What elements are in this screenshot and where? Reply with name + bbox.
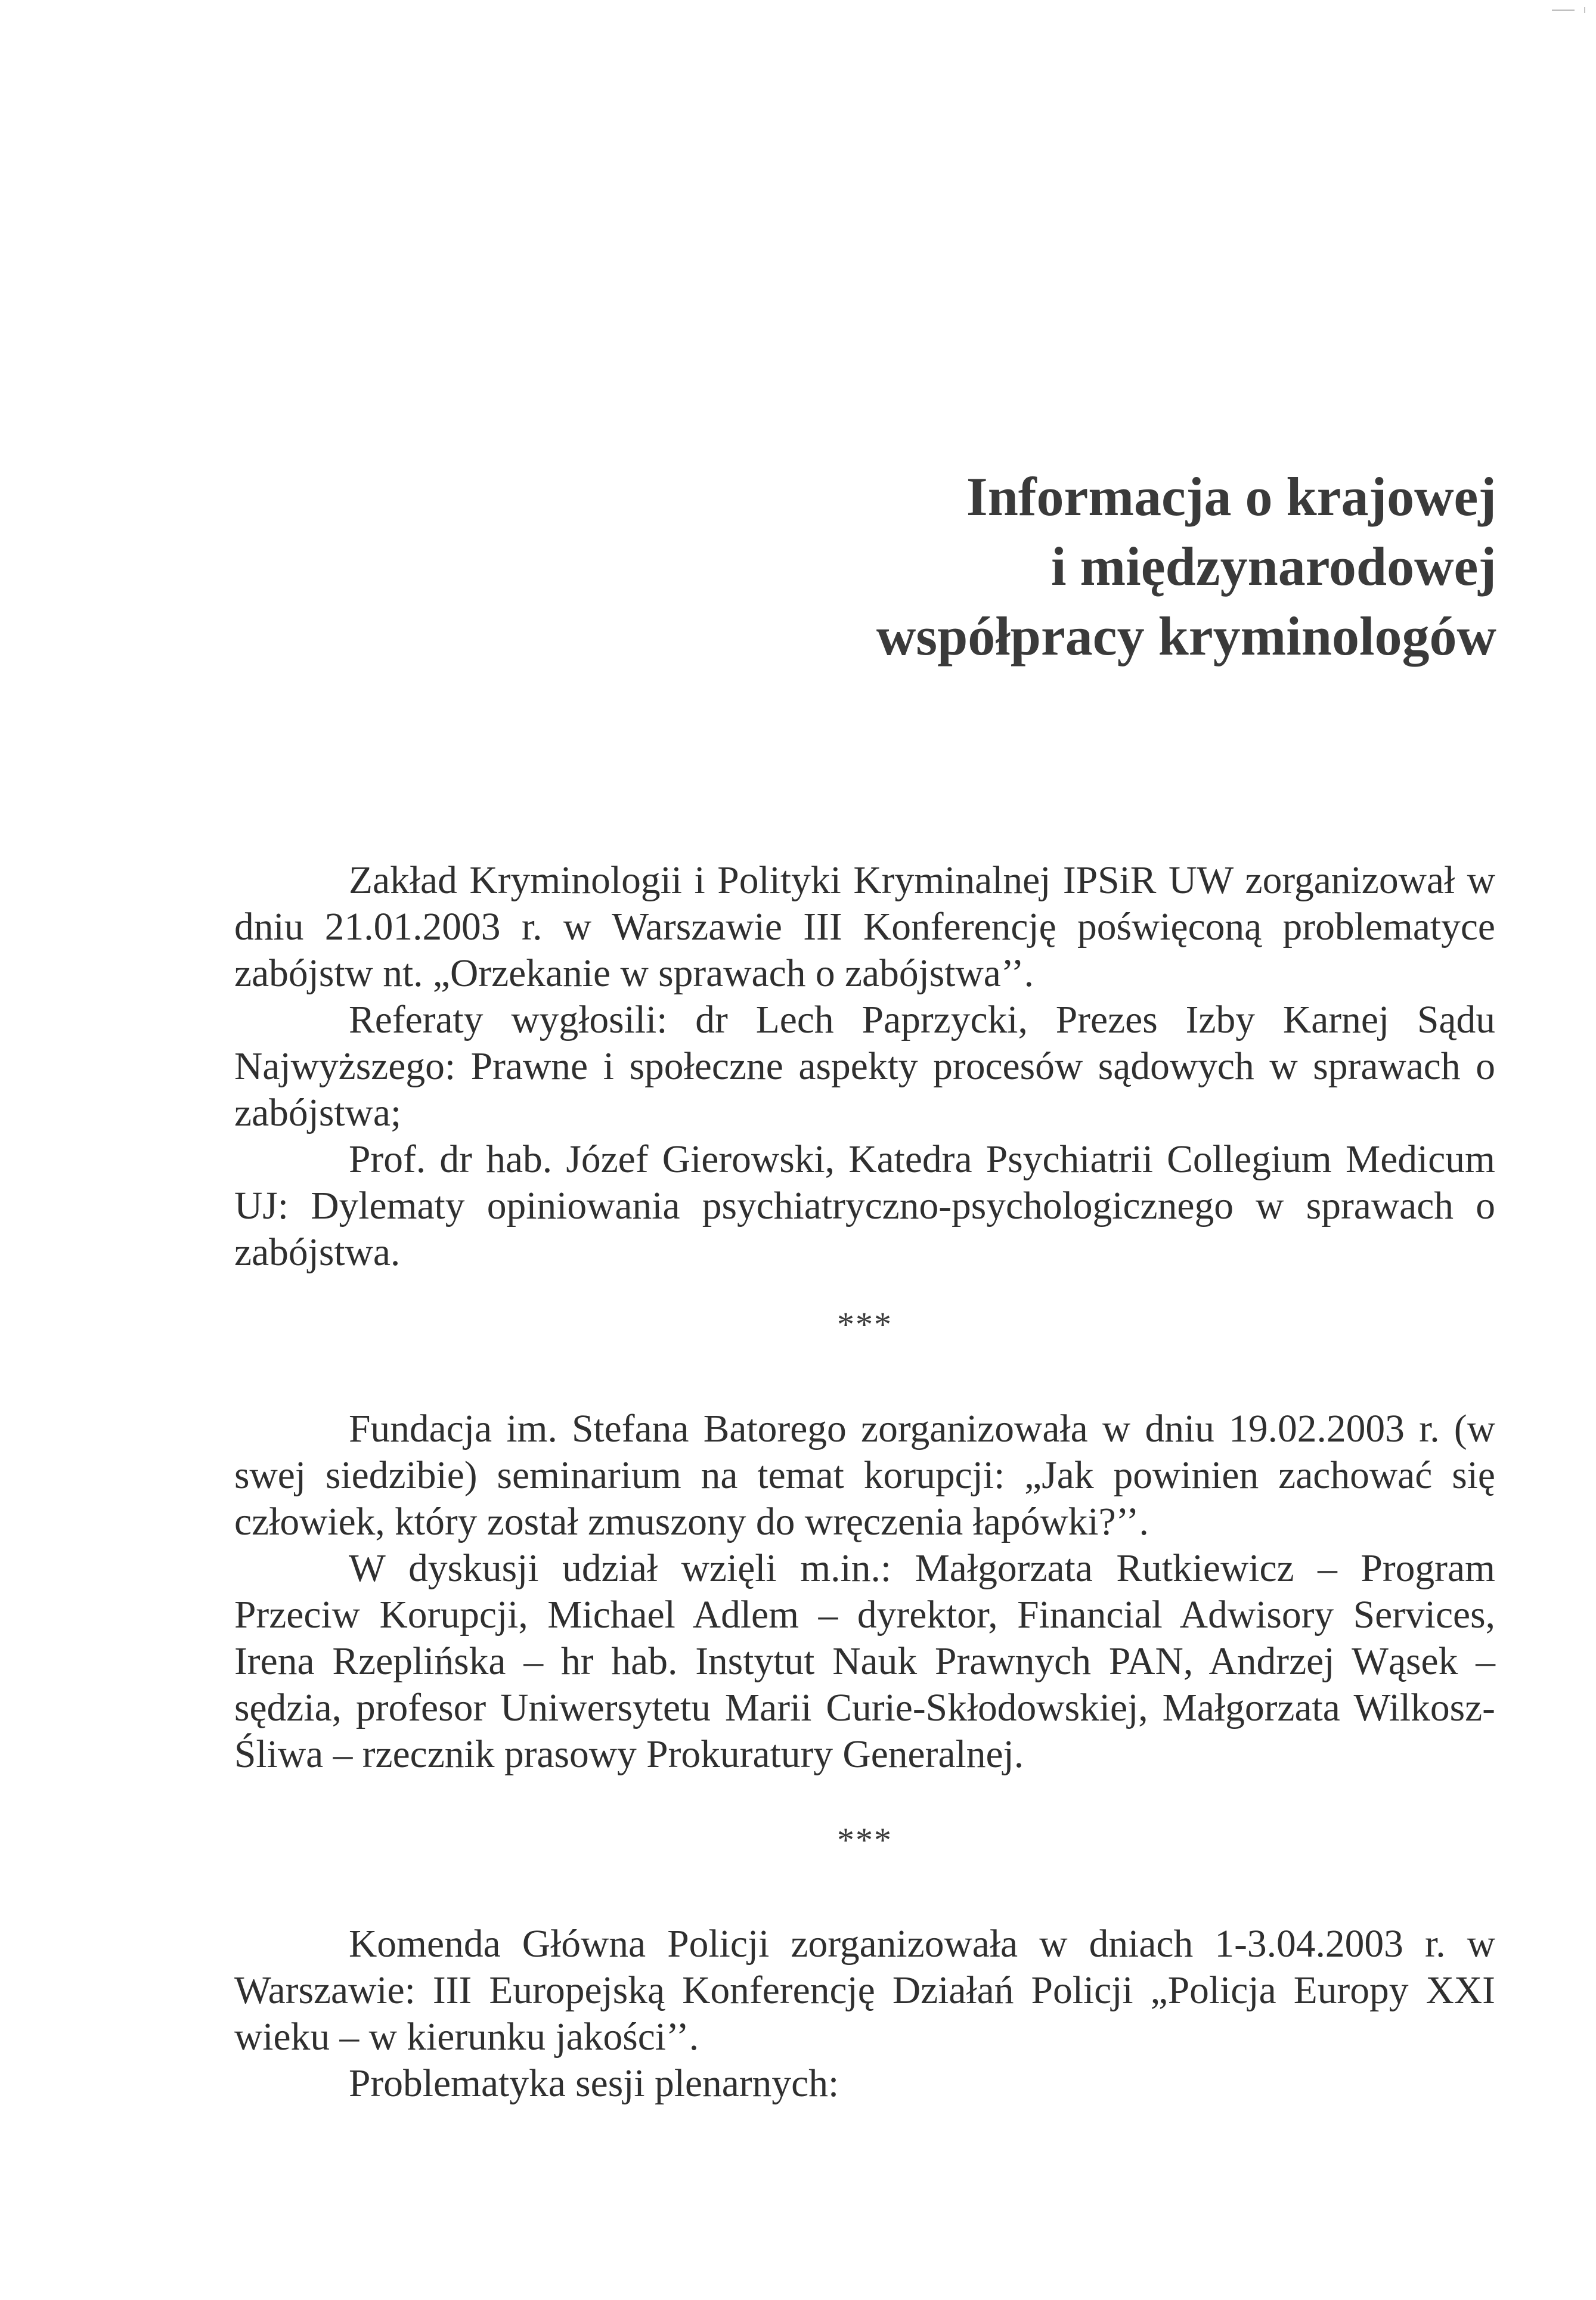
- paragraph: W dyskusji udział wzięli m.in.: Małgorzata Rutkiewicz – Program Przeciw Korupcji, Michael Adlem – dyrektor, Financial Adwisory Services, Irena Rzeplińska – hr hab. Instytut Nauk Prawnych PAN, Andrzej Wąsek – sędzia, profesor Uniwersytetu Marii Curie-Skłodowskiej, Małgorzata Wilkosz-Śliwa – rzecznik prasowy Prokuratury Generalnej.: [234, 1547, 1495, 1776]
- title-line-1: Informacja o krajowej: [966, 466, 1496, 527]
- paragraph: Zakład Kryminologii i Polityki Kryminalnej IPSiR UW zorganizował w dniu 21.01.2003 r. w Warszawie III Konferencję poświęconą problematyce zabójstw nt. „Orzekanie w sprawach o zabójstwa’’.: [234, 859, 1495, 995]
- title-line-2: i międzynarodowej: [1050, 536, 1496, 597]
- section-separator: ***: [837, 1821, 892, 1859]
- section-police-conference: [234, 1921, 1495, 2107]
- scan-mark-dash: [1552, 10, 1575, 11]
- section-ipsir-conference: [234, 857, 1495, 1276]
- paragraph: Fundacja im. Stefana Batorego zorganizowała w dniu 19.02.2003 r. (w swej siedzibie) seminarium na temat korupcji: „Jak powinien zachować się człowiek, który został zmuszony do wręczenia łapówki?’’.: [234, 1408, 1495, 1543]
- paragraph: Problematyka sesji plenarnych:: [349, 2062, 839, 2105]
- title-line-3: współpracy kryminologów: [876, 606, 1496, 667]
- paragraph: Komenda Główna Policji zorganizowała w dniach 1-3.04.2003 r. w Warszawie: III Europejską Konferencję Działań Policji „Policja Europy XXI wieku – w kierunku jakości’’.: [234, 1923, 1495, 2059]
- section-batory-seminar: [234, 1406, 1495, 1778]
- scan-corner-mark: [1552, 7, 1588, 13]
- page-title: [704, 462, 1496, 671]
- paragraph: Prof. dr hab. Józef Gierowski, Katedra Psychiatrii Collegium Medicum UJ: Dylematy opiniowania psychiatryczno-psychologicznego w sprawach o zabójstwa.: [234, 1138, 1495, 1274]
- section-separator: ***: [837, 1305, 892, 1344]
- paragraph: Referaty wygłosili: dr Lech Paprzycki, Prezes Izby Karnej Sądu Najwyższego: Prawne i społeczne aspekty procesów sądowych w sprawach o zabójstwa;: [234, 999, 1495, 1134]
- scan-mark-tick: [1584, 7, 1585, 13]
